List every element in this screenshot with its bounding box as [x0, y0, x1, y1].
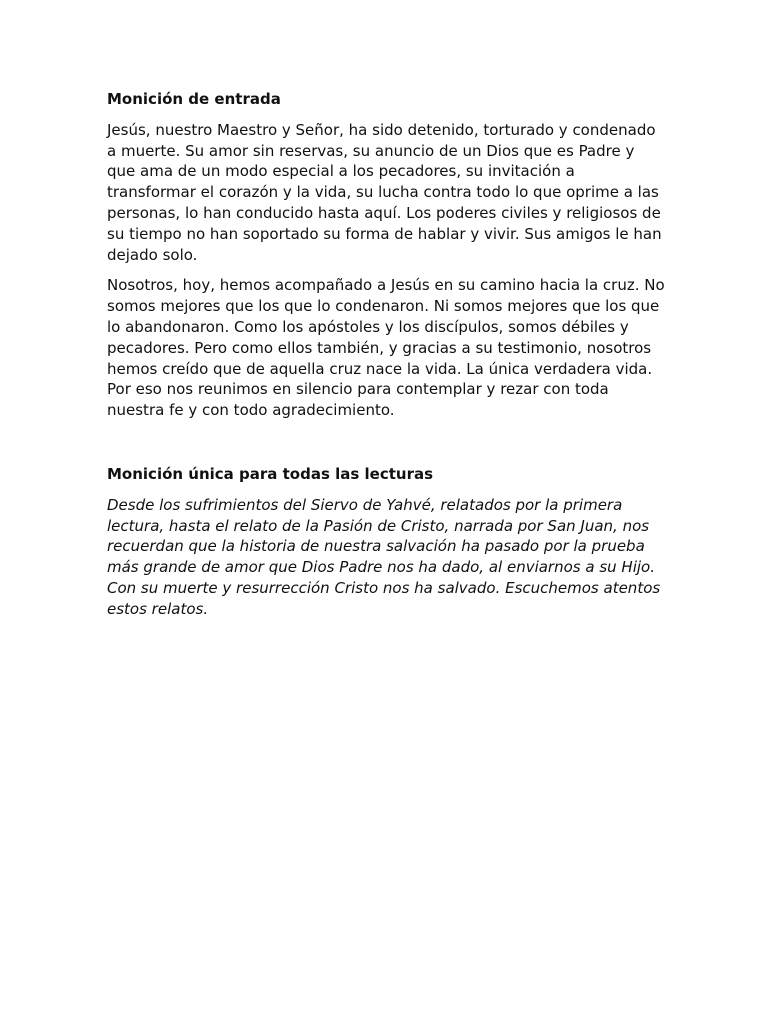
section-heading: Monición de entrada	[107, 90, 281, 108]
paragraph: Nosotros, hoy, hemos acompañado a Jesús en su camino hacia la cruz. No somos mejores que los que lo condenaron. Ni somos mejores que los que lo abandonaron. Como los apóstoles y los discípulos, somos débiles y pecadores. Pero como ellos también, y gracias a su testimonio, nosotros hemos creído que de aquella cruz nace la vida. La única verdadera vida. Por eso nos reunimos en silencio para contemplar y rezar con toda nuestra fe y con todo agradecimiento.	[107, 276, 665, 420]
section-heading: Monición única para todas las lecturas	[107, 464, 434, 483]
section-spacer	[107, 431, 667, 464]
paragraph: Desde los sufrimientos del Siervo de Yahvé, relatados por la primera lectura, hasta el relato de la Pasión de Cristo, narrada por San Juan, nos recuerdan que la historia de nuestra salvación ha pasado por la prueba más grande de amor que Dios Padre nos ha dado, al enviarnos a su Hijo. Con su muerte y resurrección Cristo nos ha salvado. Escuchemos atentos estos relatos.	[107, 495, 661, 618]
paragraph: Jesús, nuestro Maestro y Señor, ha sido detenido, torturado y condenado a muerte. Su amor sin reservas, su anuncio de un Dios que es Padre y que ama de un modo especial a los pecadores, su invitación a transformar el corazón y la vida, su lucha contra todo lo que oprime a las personas, lo han conducido hasta aquí. Los poderes civiles y religiosos de su tiempo no han soportado su forma de hablar y vivir. Sus amigos le han dejado solo.	[107, 120, 662, 264]
section-monicion-entrada	[107, 89, 667, 421]
document-page	[107, 89, 667, 630]
section-monicion-lecturas	[107, 464, 667, 620]
